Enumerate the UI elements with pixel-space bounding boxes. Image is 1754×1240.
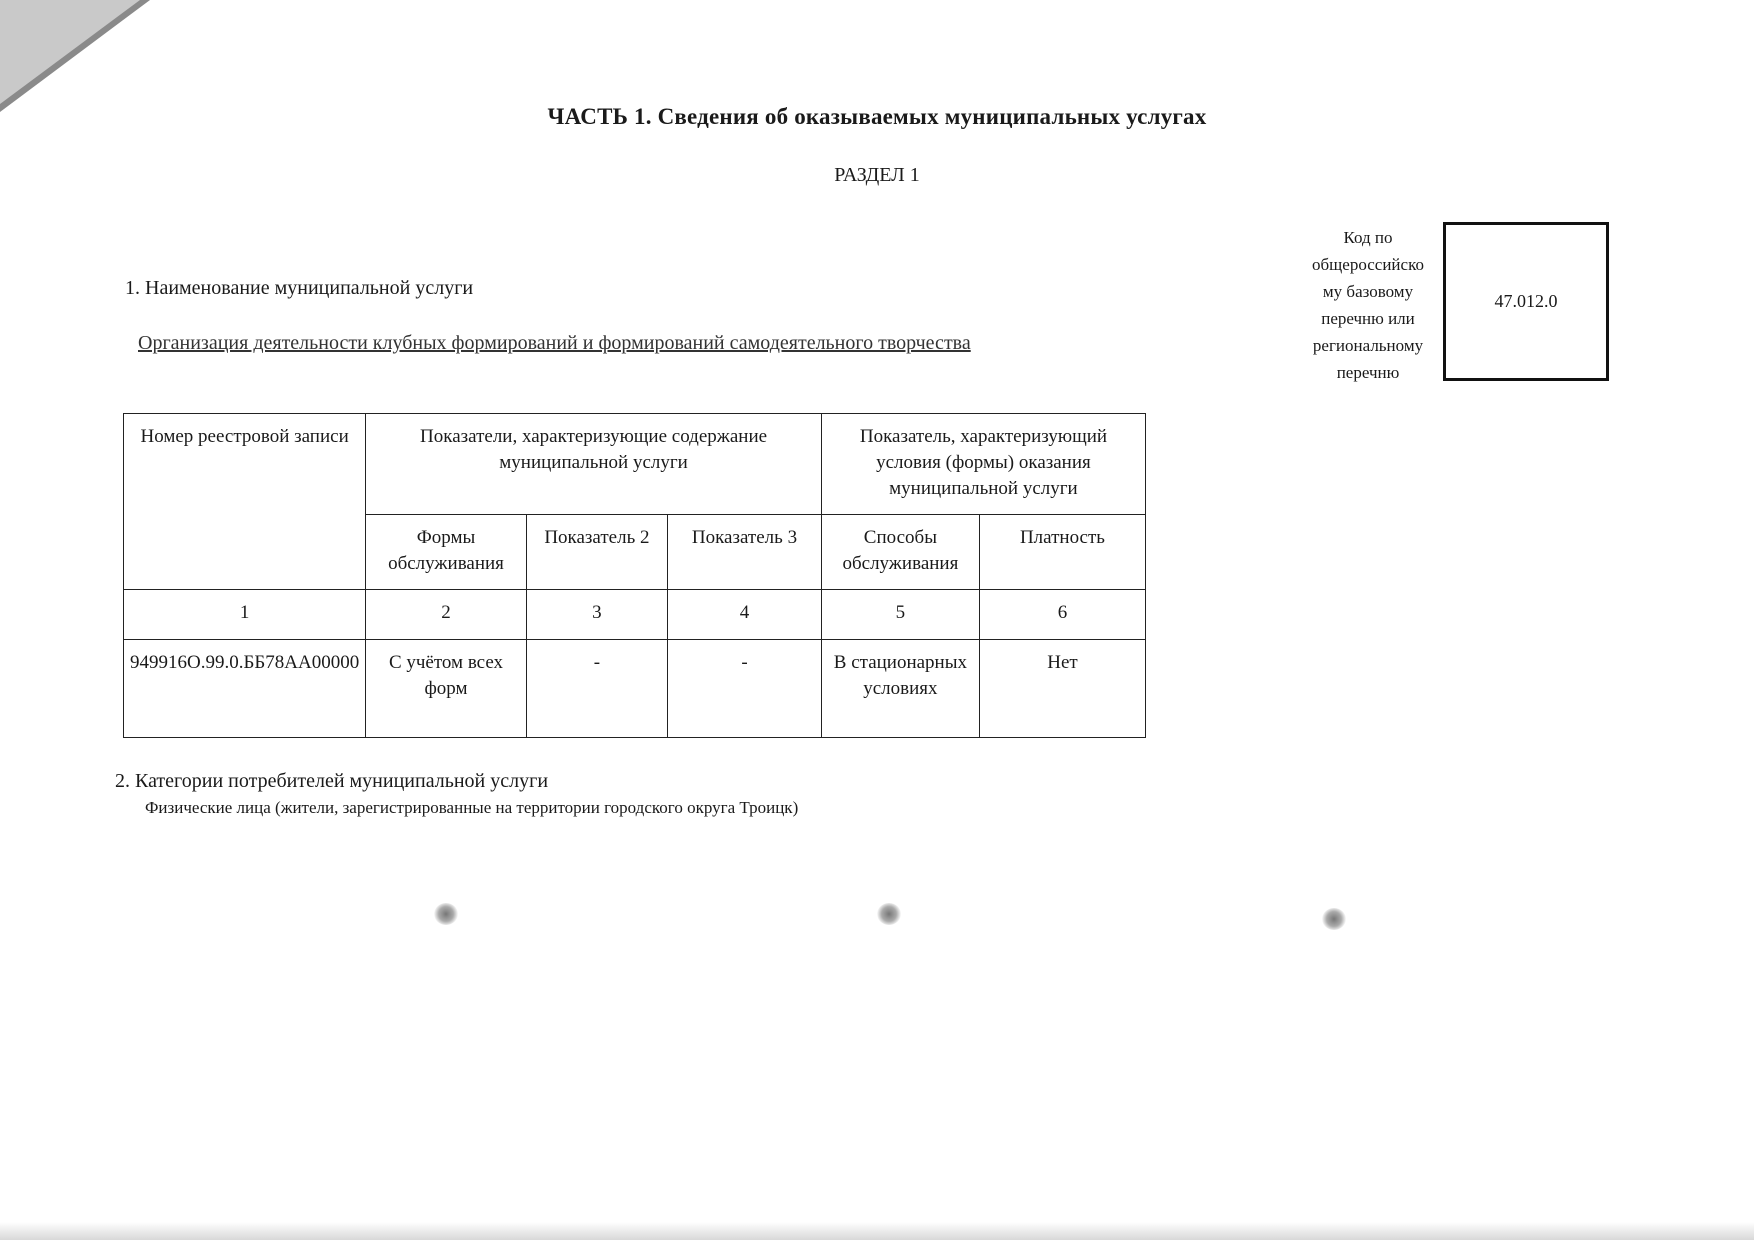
column-number: 1 [124, 590, 366, 640]
scan-edge-shadow [0, 1222, 1754, 1240]
registry-number-cell: 949916О.99.0.ББ78АА00000 [124, 640, 366, 738]
column-number: 6 [979, 590, 1145, 640]
column-number: 2 [366, 590, 527, 640]
indicators-table [123, 413, 1146, 738]
consumer-categories-label: 2. Категории потребителей муниципальной услуги [115, 770, 549, 792]
table-header-row [124, 414, 1146, 515]
document-title: ЧАСТЬ 1. Сведения об оказываемых муниципальных услугах [547, 104, 1207, 129]
code-label-line: общероссийско [1312, 255, 1424, 274]
code-label-line: перечню или [1321, 309, 1415, 328]
section-heading: РАЗДЕЛ 1 [834, 164, 920, 186]
code-label-line: региональному [1312, 336, 1424, 355]
code-label-line: Код по [1343, 228, 1393, 247]
service-name-label: 1. Наименование муниципальной услуги [125, 277, 474, 299]
code-label-line: му базовому [1322, 282, 1414, 301]
code-label-line: перечню [1336, 363, 1400, 382]
punch-hole-mark [1322, 908, 1346, 930]
indicator-3-cell: - [668, 640, 822, 738]
folded-corner-highlight [0, 0, 140, 104]
indicator-3-header: Показатель 3 [668, 515, 822, 590]
base-list-code-label [1288, 224, 1448, 386]
base-list-code-box [1443, 222, 1609, 381]
service-form-cell: С учётом всех форм [366, 640, 527, 738]
payment-cell: Нет [979, 640, 1145, 738]
column-number: 3 [526, 590, 667, 640]
content-indicators-header: Показатели, характеризующие содержание муниципальной услуги [366, 414, 822, 515]
base-list-code-value: 47.012.0 [1494, 291, 1558, 311]
service-form-header: Формы обслуживания [366, 515, 527, 590]
table-row [124, 640, 1146, 738]
consumer-categories-value: Физические лица (жители, зарегистрированные на территории городского округа Троицк) [145, 798, 799, 817]
service-name-value: Организация деятельности клубных формирований и формирований самодеятельного творчества [138, 332, 971, 354]
service-method-cell: В стационарных условиях [821, 640, 979, 738]
punch-hole-mark [877, 903, 901, 925]
punch-hole-mark [434, 903, 458, 925]
payment-header: Платность [979, 515, 1145, 590]
condition-indicators-header: Показатель, характеризующий условия (формы) оказания муниципальной услуги [821, 414, 1145, 515]
column-number: 4 [668, 590, 822, 640]
column-number-row [124, 590, 1146, 640]
service-method-header: Способы обслуживания [821, 515, 979, 590]
registry-number-header: Номер реестровой записи [124, 414, 366, 590]
indicator-2-header: Показатель 2 [526, 515, 667, 590]
column-number: 5 [821, 590, 979, 640]
indicator-2-cell: - [526, 640, 667, 738]
